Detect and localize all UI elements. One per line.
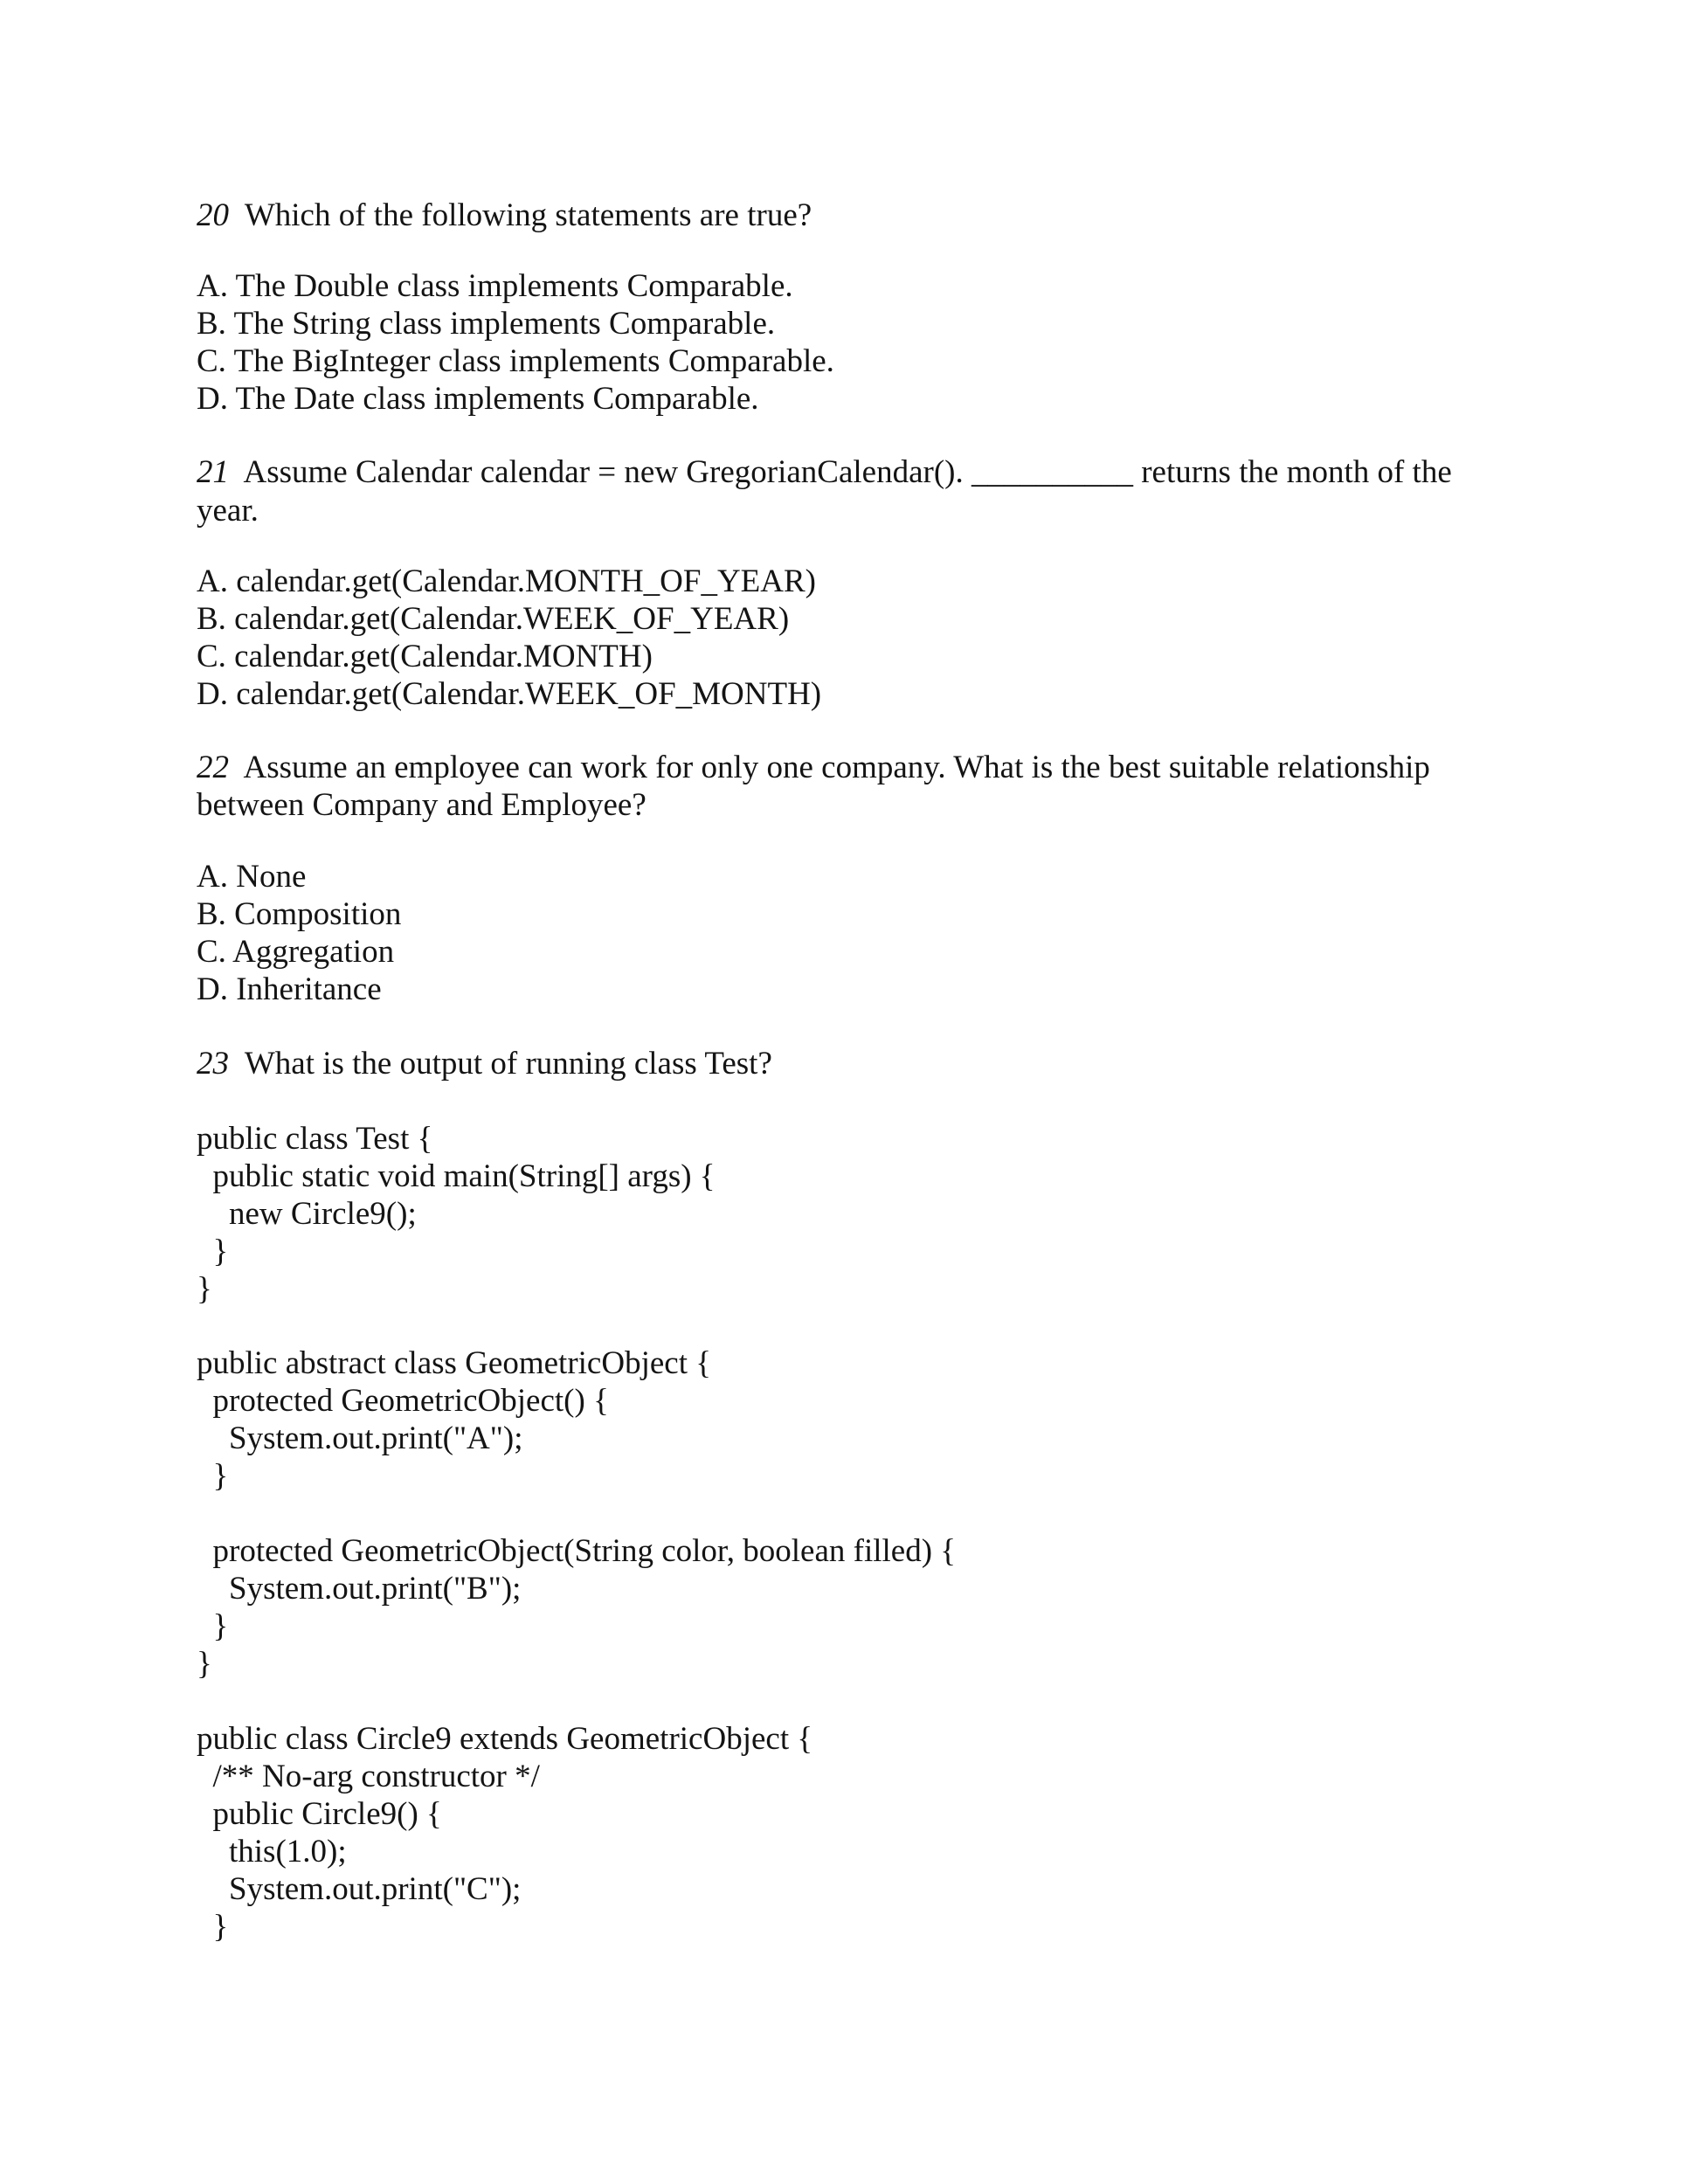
- code-line: }: [197, 1458, 229, 1494]
- question-number: 23: [197, 1046, 229, 1082]
- code-line: protected GeometricObject(String color, boolean filled) {: [197, 1533, 957, 1569]
- code-line: public static void main(String[] args) {: [197, 1158, 716, 1194]
- code-line: System.out.print("B");: [197, 1571, 522, 1607]
- question-20-heading: [197, 197, 812, 234]
- code-line: }: [197, 1608, 229, 1644]
- code-line: }: [197, 1271, 212, 1307]
- question-23-heading: [197, 1046, 772, 1082]
- question-prompt-continued: year.: [197, 493, 259, 529]
- code-line: }: [197, 1234, 229, 1269]
- option-line: A. None: [197, 859, 307, 895]
- code-line: System.out.print("C");: [197, 1871, 522, 1907]
- code-line: protected GeometricObject() {: [197, 1383, 609, 1419]
- option-line: D. The Date class implements Comparable.: [197, 381, 759, 417]
- code-line: /** No-arg constructor */: [197, 1759, 540, 1794]
- option-line: C. Aggregation: [197, 934, 395, 970]
- code-line: public abstract class GeometricObject {: [197, 1345, 711, 1381]
- code-line: this(1.0);: [197, 1834, 347, 1870]
- option-line: A. The Double class implements Comparable.: [197, 268, 793, 304]
- code-line: public class Circle9 extends GeometricObject {: [197, 1721, 813, 1757]
- question-prompt: Which of the following statements are true?: [244, 197, 812, 233]
- question-prompt-continued: between Company and Employee?: [197, 787, 646, 823]
- code-line: public class Test {: [197, 1121, 433, 1157]
- code-line: }: [197, 1909, 229, 1945]
- option-line: A. calendar.get(Calendar.MONTH_OF_YEAR): [197, 563, 816, 599]
- option-line: D. calendar.get(Calendar.WEEK_OF_MONTH): [197, 676, 822, 712]
- option-line: D. Inheritance: [197, 971, 382, 1007]
- code-line: new Circle9();: [197, 1196, 417, 1232]
- code-line: }: [197, 1646, 212, 1682]
- question-prompt: Assume Calendar calendar = new GregorianCalendar(). __________ returns the month of the: [243, 454, 1452, 490]
- question-number: 21: [197, 454, 229, 490]
- code-line: public Circle9() {: [197, 1796, 442, 1832]
- question-22-heading: [197, 750, 1430, 786]
- code-line: System.out.print("A");: [197, 1420, 523, 1456]
- option-line: C. calendar.get(Calendar.MONTH): [197, 639, 653, 674]
- option-line: B. The String class implements Comparable.: [197, 306, 776, 342]
- question-21-heading: [197, 454, 1452, 491]
- option-line: C. The BigInteger class implements Comparable.: [197, 343, 834, 379]
- question-prompt: Assume an employee can work for only one company. What is the best suitable relationship: [243, 750, 1430, 785]
- question-number: 20: [197, 197, 229, 233]
- option-line: B. Composition: [197, 896, 402, 932]
- question-number: 22: [197, 750, 229, 785]
- option-line: B. calendar.get(Calendar.WEEK_OF_YEAR): [197, 601, 790, 637]
- question-prompt: What is the output of running class Test?: [244, 1046, 772, 1082]
